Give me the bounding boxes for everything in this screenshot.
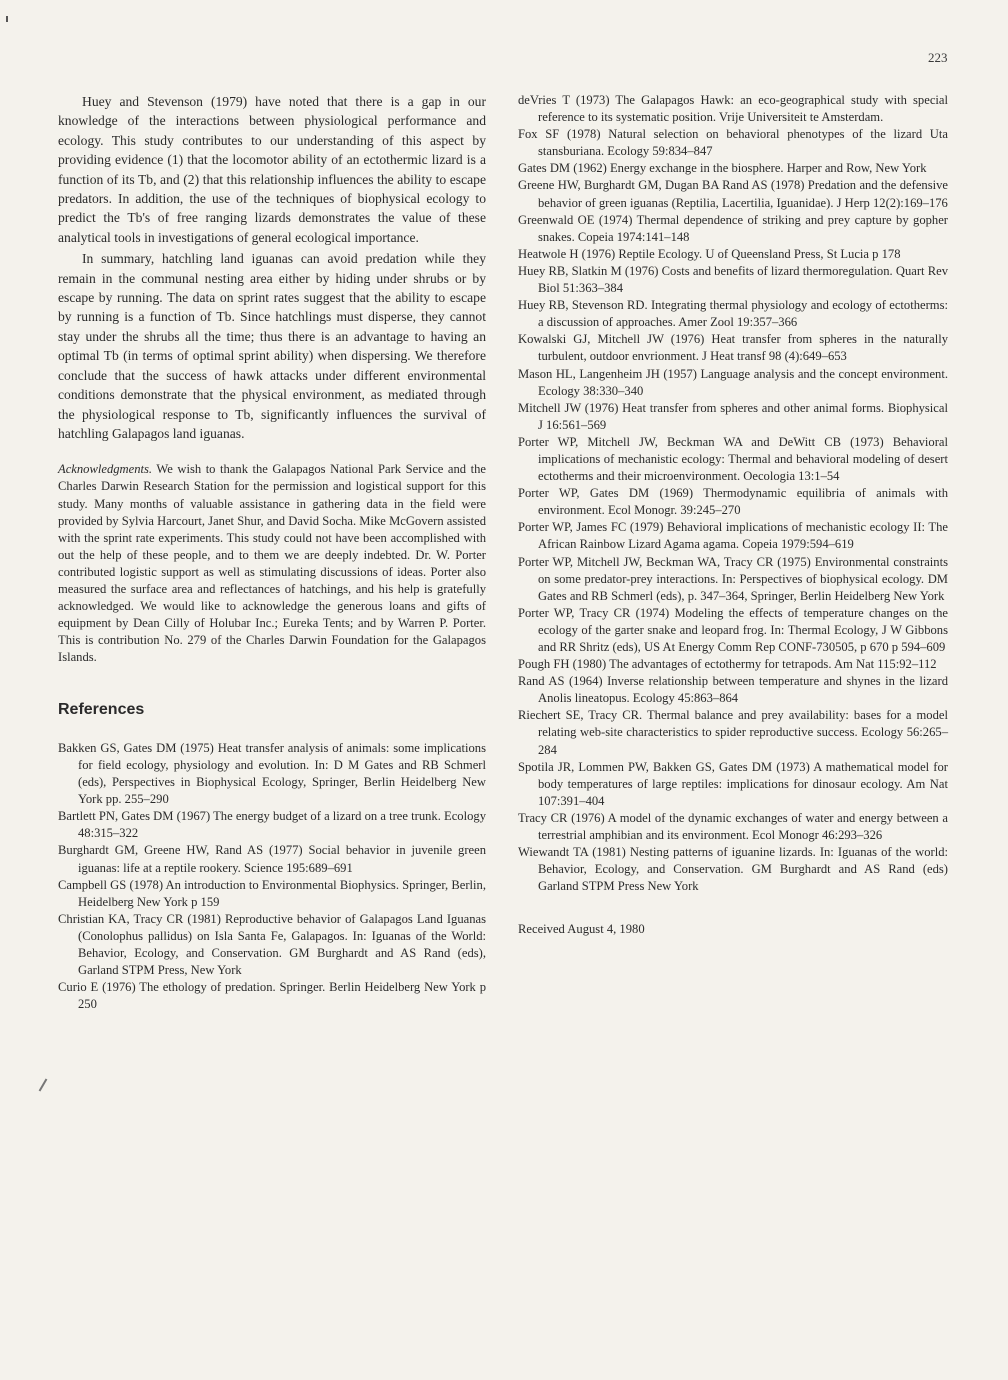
reference-item: Bartlett PN, Gates DM (1967) The energy budget of a lizard on a tree trunk. Ecology 48:315–322 bbox=[58, 809, 486, 841]
reference-item: Christian KA, Tracy CR (1981) Reproductive behavior of Galapagos Land Iguanas (Conolophus pallidus) on Isla Santa Fe, Galapagos. In: Iguanas of the World: Behavior, Ecology, and Conservation. GM Burghardt and AS Rand (eds), Garland STPM Press, New York bbox=[58, 911, 486, 978]
reference-item: Gates DM (1962) Energy exchange in the biosphere. Harper and Row, New York bbox=[518, 161, 927, 176]
reference-item: Porter WP, Mitchell JW, Beckman WA, Tracy CR (1975) Environmental constraints on some predator-prey interactions. In: Perspectives of biophysical ecology. DM Gates and RB Schmerl (eds), p. 347–364, Springer, Berlin Heidelberg New York bbox=[518, 554, 948, 603]
reference-item: Greenwald OE (1974) Thermal dependence of striking and prey capture by gopher snakes. Copeia 1974:141–148 bbox=[518, 212, 948, 244]
reference-item: Greene HW, Burghardt GM, Dugan BA Rand AS (1978) Predation and the defensive behavior of green iguanas (Reptilia, Lacertilia, Iguanidae). J Herp 12(2):169–176 bbox=[518, 178, 948, 210]
acknowledgments-text: We wish to thank the Galapagos National Park Service and the Charles Darwin Research Station for the permission and logistical support for this study. Many months of valuable assistance in gathering data in the field were provided by Sylvia Harcourt, Janet Shur, and David Socha. Mike McGovern assisted with the sprint rate experiments. This study could not have been accomplished with out the help of these people, and to them we are deeply indebted. Dr. W. Porter contributed logistic support as well as stimulating discussions of ideas. Porter also measured the surface area and reflectances of hatchings, and his help is gratefully acknowledged. We would like to acknowledge the generous loans and gifts of equipment by Dean Cilly of Holubar Inc.; Eureka Tents; and by Warren P. Porter. This is contribution No. 279 of the Charles Darwin Foundation for the Galapagos Islands. bbox=[58, 462, 486, 665]
reference-item: Riechert SE, Tracy CR. Thermal balance and prey availability: bases for a model relating web-site characteristics to spider reproductive success. Ecology 56:265–284 bbox=[518, 708, 948, 757]
received-date: Received August 4, 1980 bbox=[518, 922, 645, 937]
reference-item: Kowalski GJ, Mitchell JW (1976) Heat transfer from spheres in the naturally turbulent, outdoor envrionment. J Heat transf 98 (4):649–653 bbox=[518, 332, 948, 364]
margin-pencil-mark bbox=[39, 1078, 48, 1091]
body-paragraph-1: Huey and Stevenson (1979) have noted that there is a gap in our knowledge of the interactions between physiological performance and ecology. This study contributes to our understanding of this aspect by providing evidence (1) that the locomotor ability of an ectothermic lizard is a function of its Tb, and (2) that this relationship influences the ability to escape predators. In addition, the use of the techniques of biophysical ecology to predict the Tb's of free ranging lizards demonstrates the value of these analytical tools in investigations of general ecological importance. bbox=[58, 94, 486, 245]
acknowledgments bbox=[58, 461, 486, 666]
reference-item: Bakken GS, Gates DM (1975) Heat transfer analysis of animals: some implications for field ecology, physiology and evolution. In: D M Gates and RB Schmerl (eds), Perspectives in Biophysical Ecology, Springer, Berlin Heidelberg New York pp. 255–290 bbox=[58, 740, 486, 807]
reference-item: Tracy CR (1976) A model of the dynamic exchanges of water and energy between a terrestrial amphibian and its environment. Ecol Monogr 46:293–326 bbox=[518, 810, 948, 843]
reference-item: Wiewandt TA (1981) Nesting patterns of iguanine lizards. In: Iguanas of the world: Behavior, Ecology, and Conservation. GM Burghardt and AS Rand (eds) Garland STPM Press New York bbox=[518, 845, 948, 894]
reference-item: Burghardt GM, Greene HW, Rand AS (1977) Social behavior in juvenile green iguanas: life at a reptile rookery. Science 195:689–691 bbox=[58, 843, 486, 875]
reference-item: Mason HL, Langenheim JH (1957) Language analysis and the concept environment. Ecology 38:330–340 bbox=[518, 366, 948, 398]
reference-item: Spotila JR, Lommen PW, Bakken GS, Gates DM (1973) A mathematical model for body temperatures of large reptiles: implications for dinosaur ecology. Am Nat 107:391–404 bbox=[518, 759, 948, 808]
scan-mark bbox=[6, 16, 8, 22]
reference-item: Huey RB, Stevenson RD. Integrating thermal physiology and ecology of ectotherms: a discussion of approaches. Amer Zool 19:357–366 bbox=[518, 298, 948, 330]
left-column bbox=[58, 92, 486, 1013]
reference-item: Huey RB, Slatkin M (1976) Costs and benefits of lizard thermoregulation. Quart Rev Biol 51:363–384 bbox=[518, 263, 948, 296]
body-paragraph-2: In summary, hatchling land iguanas can avoid predation while they remain in the communal nesting area either by hiding under shrubs or by escape by running. The data on sprint rates suggest that the ability to escape by running is a function of Tb. Since hatchlings must disperse, they cannot stay under the shrubs all the time; thus there is an advantage to having an optimal Tb (in terms of optimal sprint ability) when dispersing. We therefore conclude that the success of hawk attacks under different environmental conditions demonstrate that the physical environment, as mediated through the physiological response to Tb, significantly influences the survival of hatchling Galapagos land iguanas. bbox=[58, 251, 486, 441]
reference-item: deVries T (1973) The Galapagos Hawk: an eco-geographical study with special reference to its systematic position. Vrije Universiteit te Amsterdam. bbox=[518, 93, 948, 125]
reference-item: Porter WP, James FC (1979) Behavioral implications of mechanistic ecology II: The African Rainbow Lizard Agama agama. Copeia 1979:594–619 bbox=[518, 520, 948, 552]
reference-item: Pough FH (1980) The advantages of ectothermy for tetrapods. Am Nat 115:92–112 bbox=[518, 657, 937, 672]
reference-item: Fox SF (1978) Natural selection on behavioral phenotypes of the lizard Uta stansburiana. Ecology 59:834–847 bbox=[518, 127, 948, 159]
reference-item: Campbell GS (1978) An introduction to Environmental Biophysics. Springer, Berlin, Heidelberg New York p 159 bbox=[58, 877, 486, 909]
reference-item: Porter WP, Mitchell JW, Beckman WA and DeWitt CB (1973) Behavioral implications of mechanistic ecology: Thermal and behavioral modeling of desert ectotherms and their microenvironment. Oecologia 13:1–54 bbox=[518, 434, 948, 484]
reference-item: Mitchell JW (1976) Heat transfer from spheres and other animal forms. Biophysical J 16:561–569 bbox=[518, 400, 948, 432]
right-column bbox=[518, 92, 948, 939]
reference-item: Porter WP, Tracy CR (1974) Modeling the effects of temperature changes on the ecology of the garter snake and leopard frog. In: Thermal Ecology, J W Gibbons and RR Shritz (eds), US At Energy Comm Rep CONF-730505, p 670 p 594–609 bbox=[518, 605, 948, 654]
references-heading: References bbox=[58, 701, 145, 719]
reference-item: Rand AS (1964) Inverse relationship between temperature and shynes in the lizard Anolis lineatopus. Ecology 45:863–864 bbox=[518, 674, 948, 706]
reference-item: Curio E (1976) The ethology of predation. Springer. Berlin Heidelberg New York p 250 bbox=[58, 980, 486, 1012]
reference-item: Porter WP, Gates DM (1969) Thermodynamic equilibria of animals with environment. Ecol Monogr. 39:245–270 bbox=[518, 486, 948, 518]
page-number: 223 bbox=[928, 50, 948, 65]
reference-item: Heatwole H (1976) Reptile Ecology. U of Queensland Press, St Lucia p 178 bbox=[518, 246, 901, 261]
acknowledgments-label: Acknowledgments. bbox=[58, 462, 153, 477]
